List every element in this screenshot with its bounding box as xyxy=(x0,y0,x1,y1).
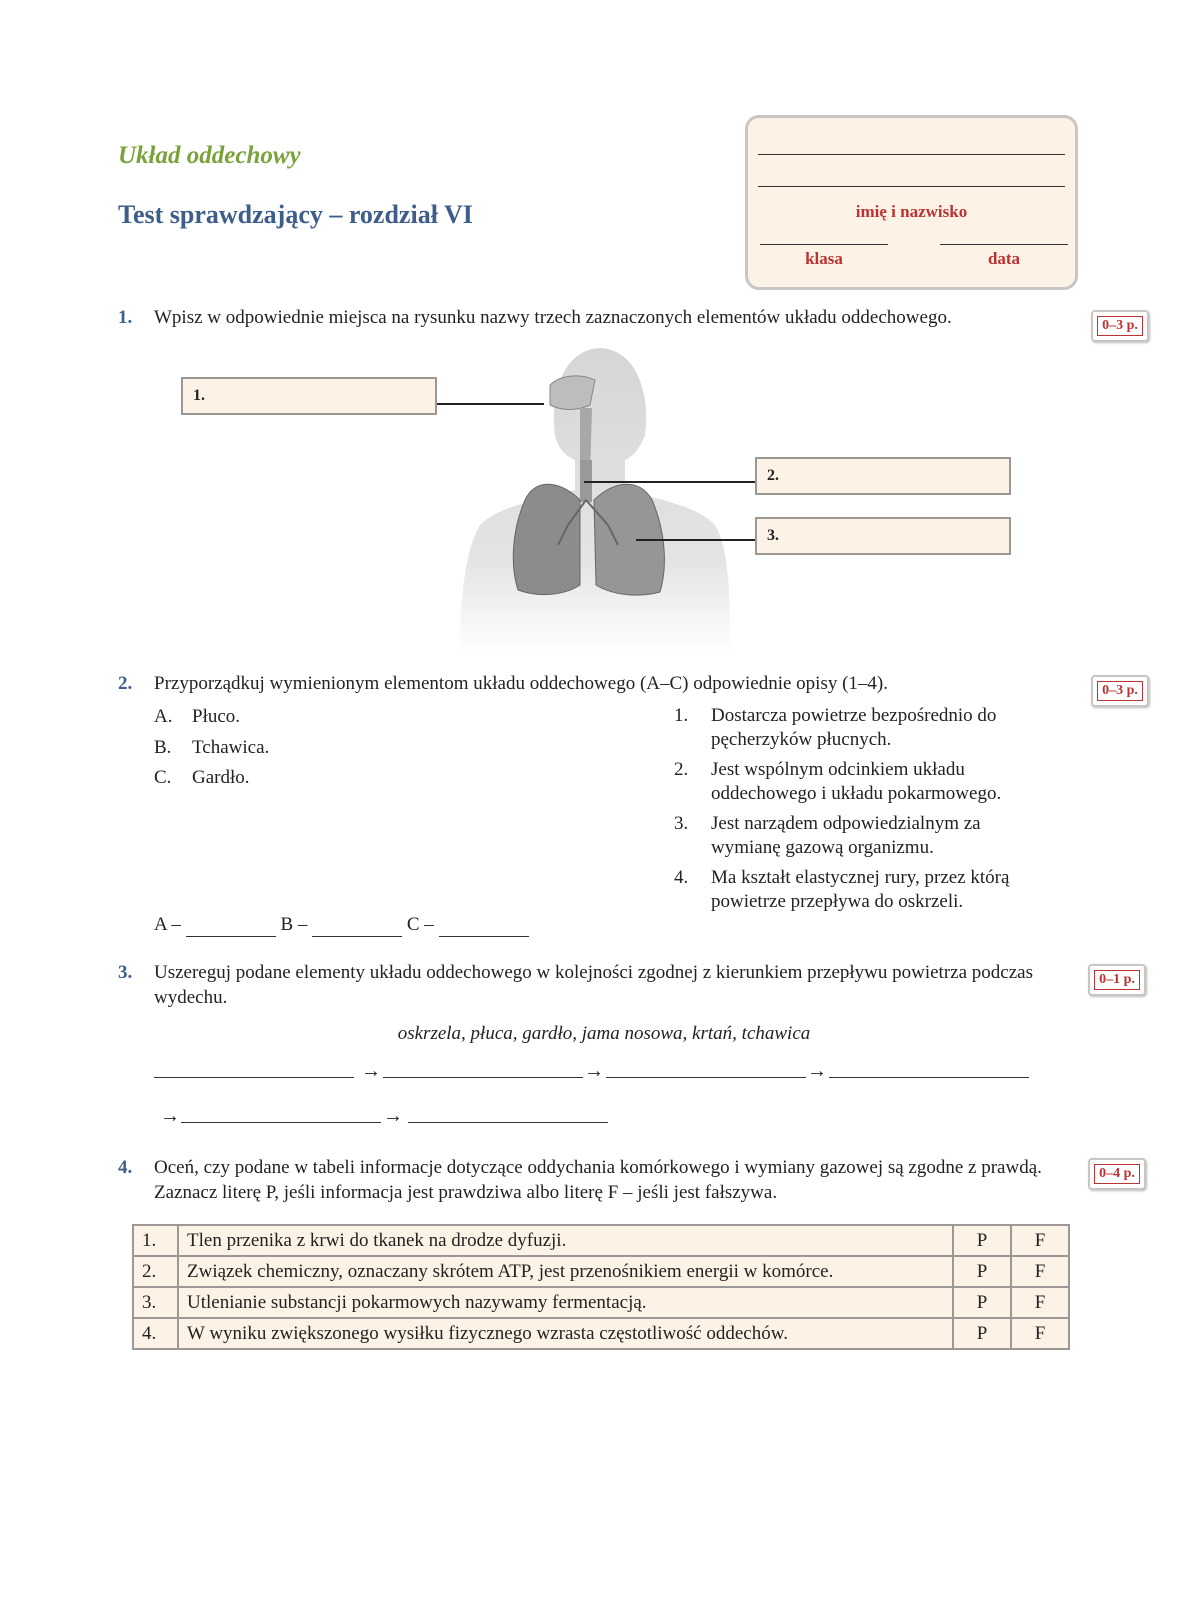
true-option[interactable]: P xyxy=(953,1318,1011,1349)
question-2-points: 0–3 p. xyxy=(1091,675,1149,707)
question-1-number: 1. xyxy=(118,307,133,328)
question-4-text: Oceń, czy podane w tabeli informacje dotyczące oddychania komórkowego i wymiany gazowej są zgodne z prawdą. Zaznacz literę P, jeśli informacja jest prawdziwa albo literę F – jeśli jest fałszywa. xyxy=(154,1157,1042,1203)
sequence-blank-1[interactable] xyxy=(154,1077,354,1078)
subject-title: Układ oddechowy xyxy=(118,142,301,169)
false-option[interactable]: F xyxy=(1011,1287,1069,1318)
true-false-table xyxy=(132,1224,1070,1350)
false-option[interactable]: F xyxy=(1011,1225,1069,1256)
date-label: data xyxy=(987,249,1021,268)
answer-line xyxy=(154,912,529,937)
question-4-points: 0–4 p. xyxy=(1088,1158,1146,1190)
elements-list: oskrzela, płuca, gardło, jama nosowa, krtań, tchawica xyxy=(397,1023,811,1044)
row-number: 4. xyxy=(133,1318,178,1349)
answer-b-blank[interactable] xyxy=(312,918,402,937)
sequence-blank-5[interactable] xyxy=(181,1122,381,1123)
true-option[interactable]: P xyxy=(953,1256,1011,1287)
student-info-box xyxy=(745,115,1078,290)
left-lung xyxy=(513,484,580,594)
false-option[interactable]: F xyxy=(1011,1256,1069,1287)
sequence-blank-2[interactable] xyxy=(383,1077,583,1078)
question-4-number: 4. xyxy=(118,1157,133,1178)
option-a: A. Płuco. xyxy=(154,706,241,727)
sequence-blank-6[interactable] xyxy=(408,1122,608,1123)
description-1: 1. Dostarcza powietrze bezpośrednio do pęcherzyków płucnych. xyxy=(674,705,997,750)
false-option[interactable]: F xyxy=(1011,1318,1069,1349)
name-label: imię i nazwisko xyxy=(855,202,968,221)
answer-c-blank[interactable] xyxy=(439,918,529,937)
respiratory-system-figure xyxy=(440,340,760,652)
statement-text: Utlenianie substancji pokarmowych nazywamy fermentacją. xyxy=(178,1287,953,1318)
statement-text: Związek chemiczny, oznaczany skrótem ATP, jest przenośnikiem energii w komórce. xyxy=(178,1256,953,1287)
question-1-text: Wpisz w odpowiednie miejsca na rysunku nazwy trzech zaznaczonych elementów układu oddechowego. xyxy=(154,307,952,328)
question-2-text: Przyporządkuj wymienionym elementom układu oddechowego (A–C) odpowiednie opisy (1–4). xyxy=(154,673,888,694)
answer-c-label: C – xyxy=(406,914,434,935)
option-c: C. Gardło. xyxy=(154,767,250,788)
page-title: Test sprawdzający – rozdział VI xyxy=(118,200,473,229)
nasal-cavity xyxy=(550,376,595,410)
sequence-blank-4[interactable] xyxy=(829,1077,1029,1078)
sequence-blank-3[interactable] xyxy=(606,1077,806,1078)
table-row xyxy=(133,1287,1069,1318)
description-3: 3. Jest narządem odpowiedzialnym za wymianę gazową organizmu. xyxy=(674,813,981,858)
sequence-arrow-4: → xyxy=(160,1105,180,1127)
leader-line-2 xyxy=(584,481,755,483)
question-3-points: 0–1 p. xyxy=(1088,964,1146,996)
question-3-text: Uszereguj podane elementy układu oddechowego w kolejności zgodnej z kierunkiem przepływu powietrza podczas wydechu. xyxy=(154,962,1033,1008)
answer-a-label: A – xyxy=(154,914,181,935)
true-option[interactable]: P xyxy=(953,1225,1011,1256)
sequence-arrow-3: → xyxy=(807,1060,827,1082)
class-line[interactable] xyxy=(760,244,888,245)
name-line-2[interactable] xyxy=(758,186,1065,187)
sequence-arrow-1: → xyxy=(361,1060,381,1082)
option-b: B. Tchawica. xyxy=(154,737,270,758)
table-row xyxy=(133,1318,1069,1349)
row-number: 3. xyxy=(133,1287,178,1318)
label-box-2[interactable]: 2. xyxy=(755,457,1011,495)
table-row xyxy=(133,1225,1069,1256)
class-label: klasa xyxy=(805,249,843,268)
table-row xyxy=(133,1256,1069,1287)
answer-b-label: B – xyxy=(280,914,308,935)
label-box-3[interactable]: 3. xyxy=(755,517,1011,555)
label-box-1[interactable]: 1. xyxy=(181,377,437,415)
statement-text: W wyniku zwiększonego wysiłku fizycznego wzrasta częstotliwość oddechów. xyxy=(178,1318,953,1349)
leader-line-3 xyxy=(636,539,755,541)
sequence-arrow-5: → xyxy=(383,1105,403,1127)
row-number: 1. xyxy=(133,1225,178,1256)
question-1-points: 0–3 p. xyxy=(1091,310,1149,342)
description-2: 2. Jest wspólnym odcinkiem układu oddechowego i układu pokarmowego. xyxy=(674,759,1002,804)
sequence-arrow-2: → xyxy=(584,1060,604,1082)
date-line[interactable] xyxy=(940,244,1068,245)
question-3-number: 3. xyxy=(118,962,133,983)
name-line-1[interactable] xyxy=(758,154,1065,155)
true-option[interactable]: P xyxy=(953,1287,1011,1318)
row-number: 2. xyxy=(133,1256,178,1287)
description-4: 4. Ma kształt elastycznej rury, przez którą powietrze przepływa do oskrzeli. xyxy=(674,867,1010,912)
leader-line-1 xyxy=(437,403,544,405)
statement-text: Tlen przenika z krwi do tkanek na drodze dyfuzji. xyxy=(178,1225,953,1256)
question-2-number: 2. xyxy=(118,673,133,694)
answer-a-blank[interactable] xyxy=(186,918,276,937)
